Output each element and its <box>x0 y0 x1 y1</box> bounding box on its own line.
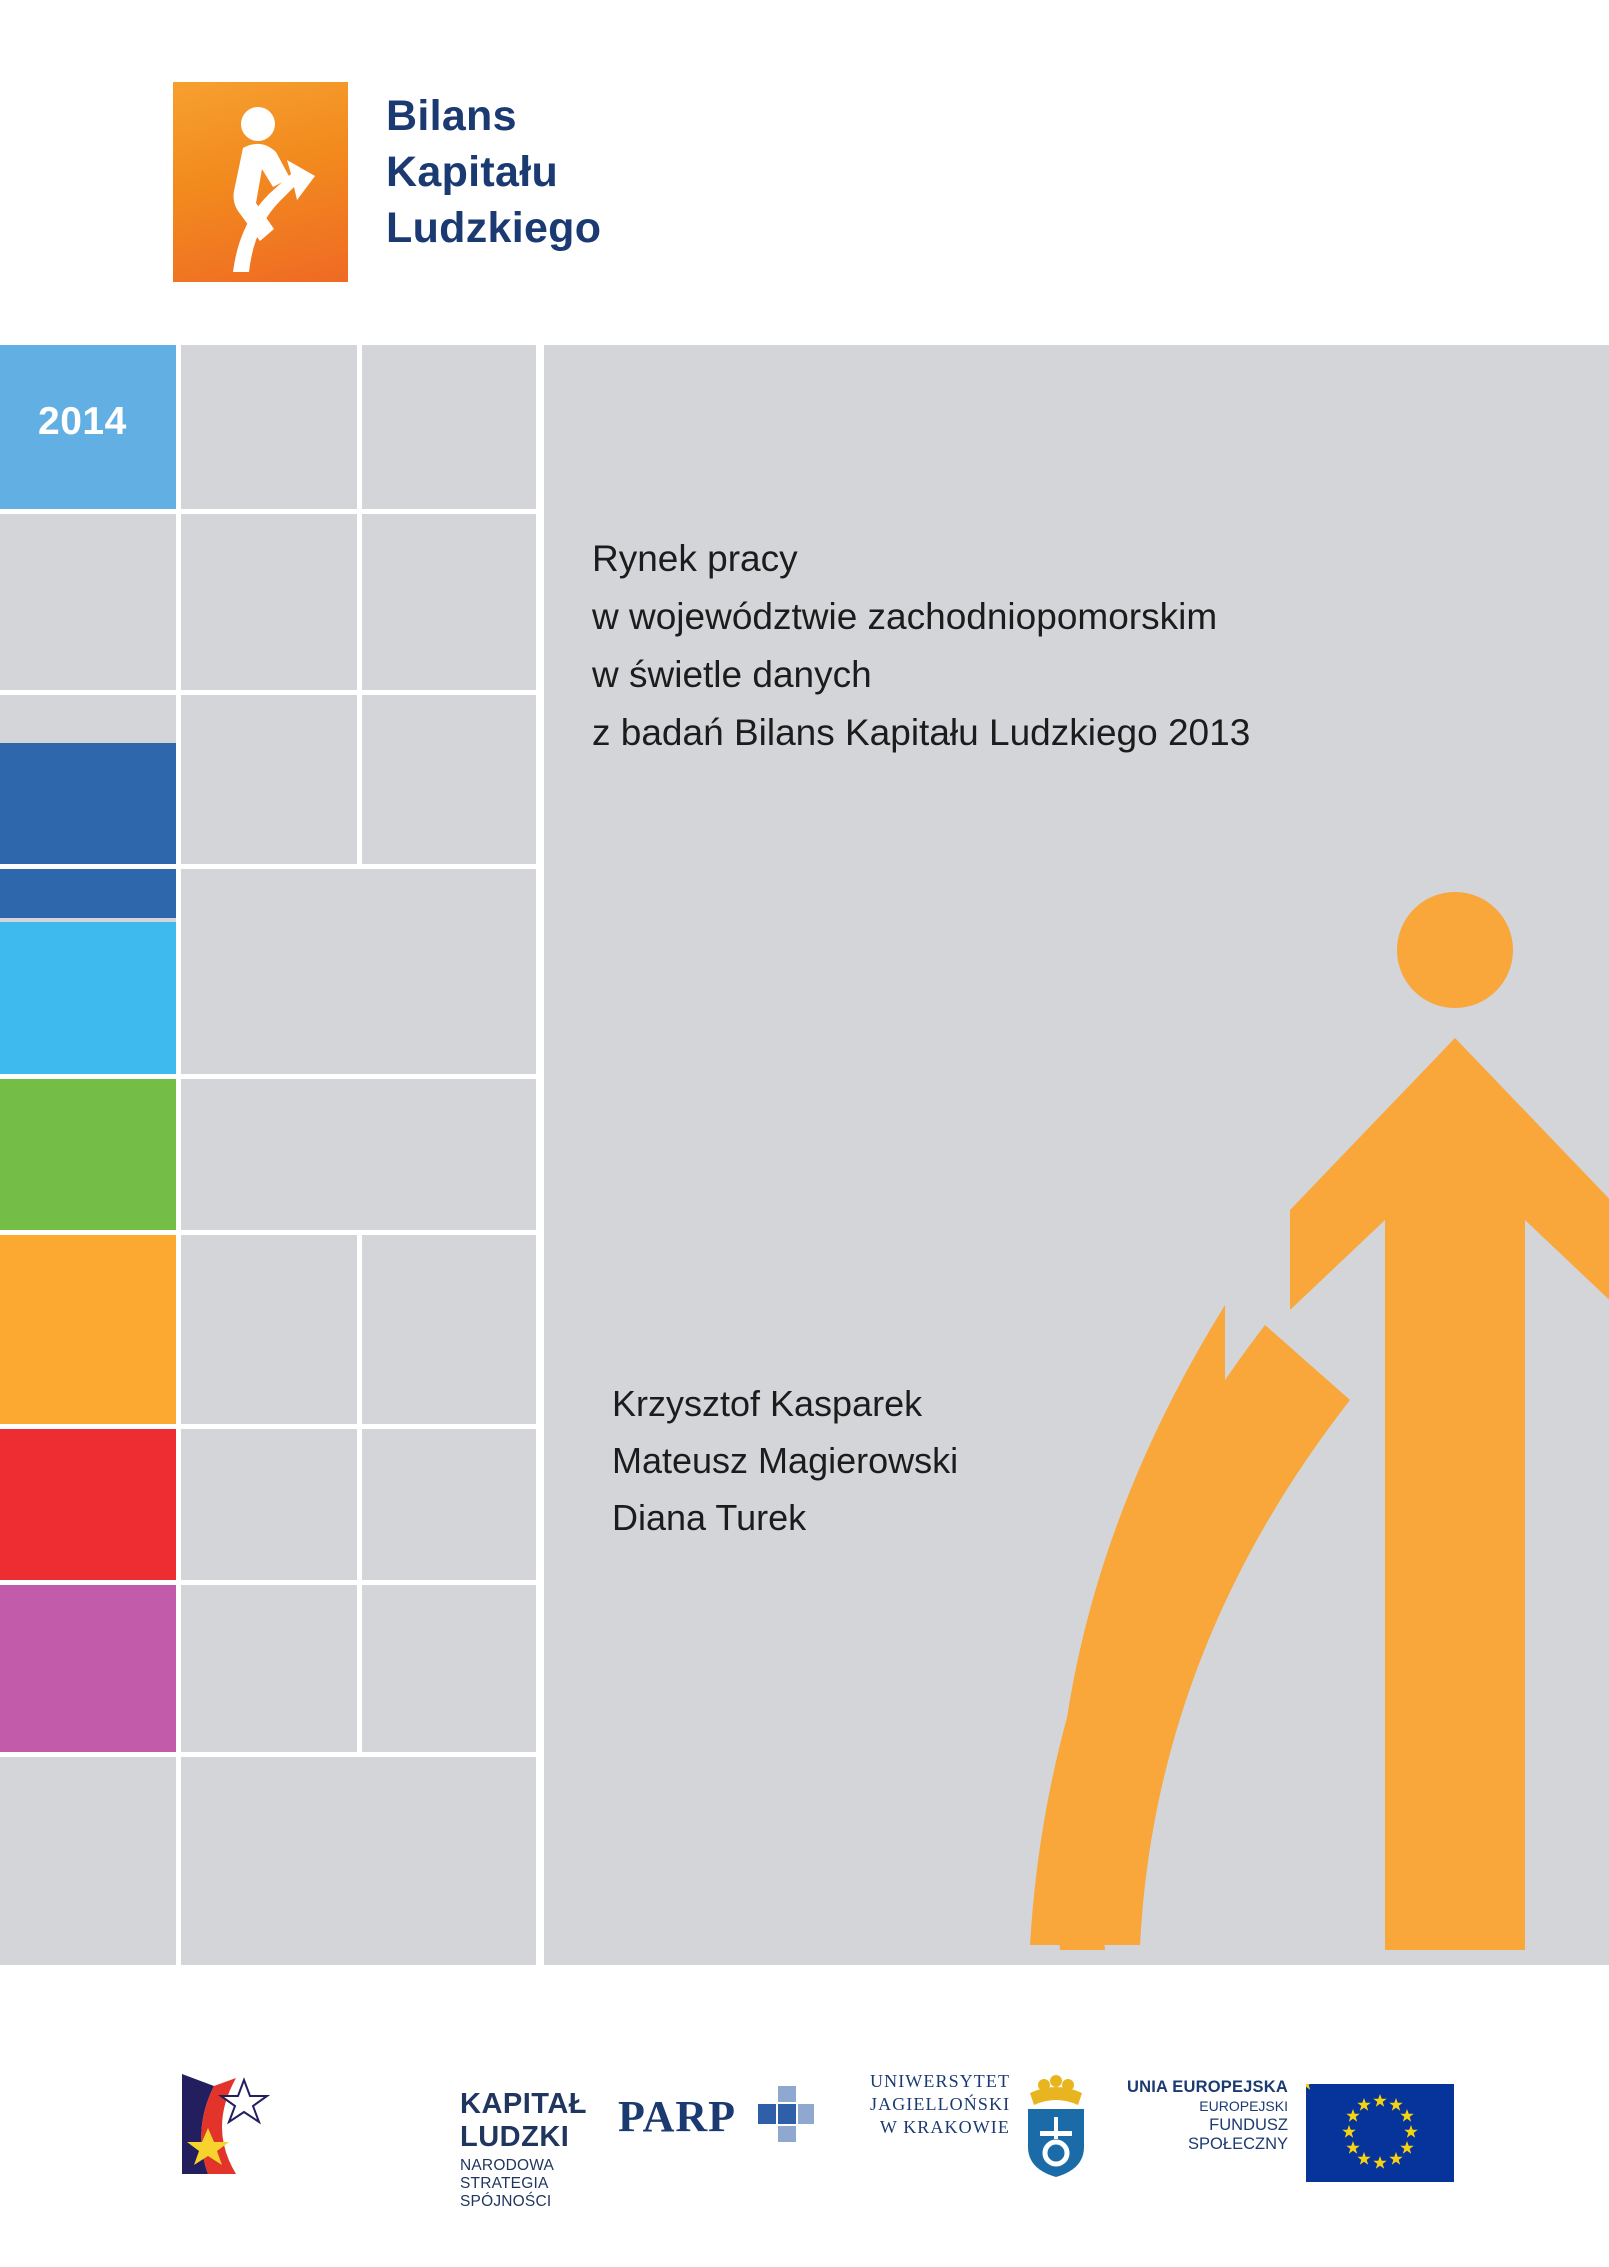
uj-line-3: W KRAKOWIE <box>879 2117 1010 2137</box>
grid-line-horizontal-7 <box>0 1580 537 1585</box>
uj-wordmark <box>870 2070 1010 2139</box>
title-line-3: w świetle danych <box>592 654 872 695</box>
brand-logo <box>173 82 773 282</box>
grid-line-horizontal-1 <box>0 509 537 514</box>
page-title <box>592 530 1492 762</box>
parp-wordmark: PARP <box>618 2092 737 2141</box>
authors-list <box>612 1375 958 1546</box>
cover-panel <box>0 345 1609 1965</box>
brand-line-2: Kapitału <box>386 148 559 196</box>
kapital-ludzki-stars-icon <box>178 2165 270 2182</box>
grid-line-horizontal-3 <box>0 864 537 869</box>
grid-line-panel-divider <box>536 345 544 1965</box>
eu-flag-icon <box>1306 2084 1454 2182</box>
tile-orange <box>0 1234 176 1424</box>
brand-line-1: Bilans <box>386 92 517 140</box>
uj-coat-of-arms-icon <box>1020 2073 1092 2186</box>
brand-wordmark <box>386 88 601 256</box>
grid-line-horizontal-6 <box>0 1424 537 1429</box>
walking-person-arrow-icon <box>173 82 348 282</box>
uj-line-2: JAGIELLOŃSKI <box>870 2094 1011 2114</box>
author-2: Mateusz Magierowski <box>612 1440 959 1481</box>
kapital-ludzki-title: KAPITAŁ LUDZKI <box>460 2088 588 2153</box>
uj-line-1: UNIWERSYTET <box>870 2071 1011 2091</box>
eu-wordmark <box>1118 2078 1288 2154</box>
year-label: 2014 <box>38 400 127 443</box>
eu-line-3: FUNDUSZ SPOŁECZNY <box>1188 2116 1288 2153</box>
grid-line-horizontal-8 <box>0 1752 537 1757</box>
title-line-1: Rynek pracy <box>592 538 798 579</box>
brand-line-3: Ludzkiego <box>386 204 602 252</box>
tile-green <box>0 1078 176 1230</box>
orange-person-arrow-figure <box>1020 890 1609 1950</box>
author-3: Diana Turek <box>612 1497 807 1538</box>
year-tile <box>0 345 176 509</box>
grid-line-vertical-2b <box>357 1234 362 1754</box>
grid-line-horizontal-2 <box>0 690 537 695</box>
tile-magenta <box>0 1584 176 1752</box>
tile-blue-dark <box>0 743 176 918</box>
grid-line-vertical-2a <box>357 345 362 864</box>
author-1: Krzysztof Kasparek <box>612 1383 923 1424</box>
eu-line-1: UNIA EUROPEJSKA <box>1127 2078 1288 2096</box>
tile-red <box>0 1428 176 1580</box>
grid-line-horizontal-4 <box>0 1074 537 1079</box>
grid-line-vertical-1 <box>176 345 181 1965</box>
footer-logos <box>0 2060 1609 2210</box>
parp-logo <box>618 2082 818 2151</box>
uj-logo <box>870 2070 1010 2139</box>
tile-blue-light <box>0 922 176 1074</box>
eu-line-2: EUROPEJSKI <box>1199 2098 1288 2114</box>
grid-line-horizontal-5 <box>0 1230 537 1235</box>
kapital-ludzki-wordmark <box>460 2088 587 2211</box>
title-line-2: w województwie zachodniopomorskim <box>592 596 1218 637</box>
title-line-4: z badań Bilans Kapitału Ludzkiego 2013 <box>592 712 1251 753</box>
eu-logo <box>1118 2078 1288 2154</box>
kapital-ludzki-logo <box>178 2070 588 2210</box>
kapital-ludzki-subtitle: NARODOWA STRATEGIA SPÓJNOŚCI <box>460 2157 554 2210</box>
parp-cube-icon <box>754 2082 818 2151</box>
